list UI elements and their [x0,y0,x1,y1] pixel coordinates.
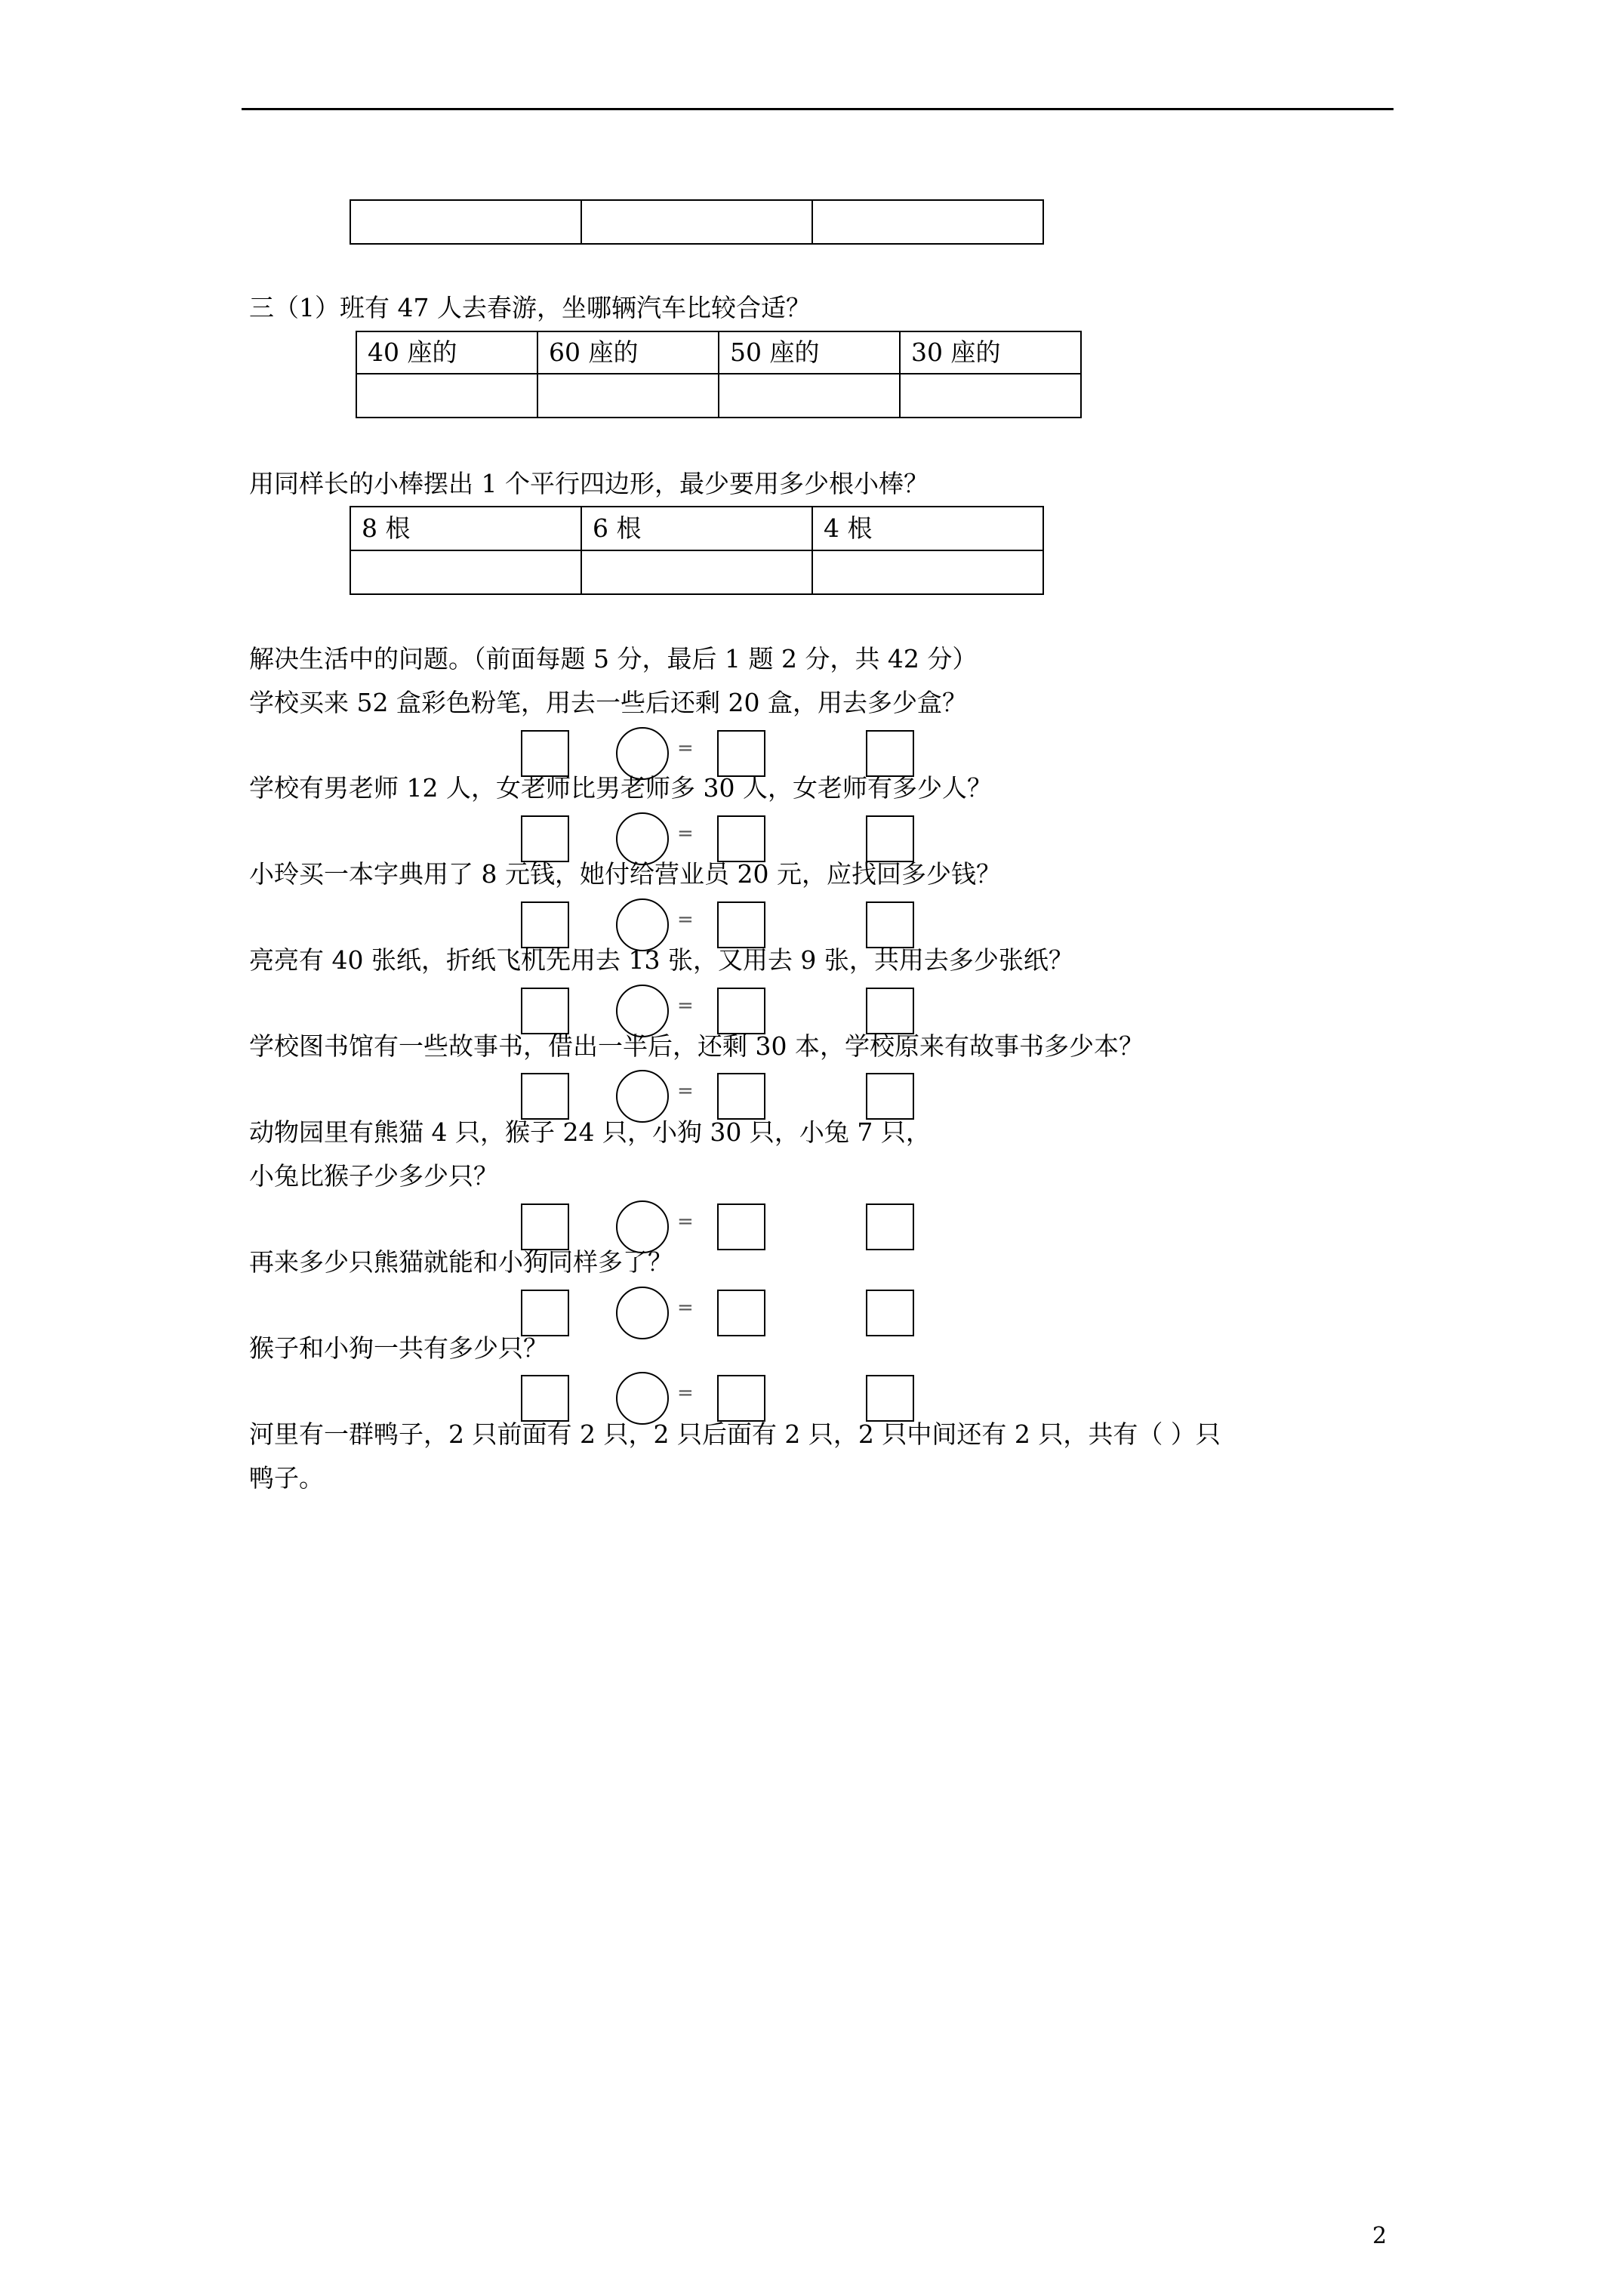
operand-box[interactable] [521,1203,569,1250]
answer-cell[interactable] [350,550,581,594]
operand-box[interactable] [717,1290,765,1336]
operator-circle[interactable] [616,898,669,951]
equals-sign: = [677,1210,694,1233]
question-bus: 三（1）班有 47 人去春游，坐哪辆汽车比较合适？ [249,293,811,322]
result-box[interactable] [866,1073,914,1120]
problem-zoo-intro: 动物园里有熊猫 4 只，猴子 24 只，小狗 30 只，小兔 7 只， [249,1117,931,1147]
operand-box[interactable] [521,988,569,1034]
operand-box[interactable] [521,1073,569,1120]
operand-box[interactable] [521,1290,569,1336]
answer-cell[interactable] [350,200,581,244]
sticks-option-8: 8 根 [350,507,581,550]
result-box[interactable] [866,1375,914,1422]
bus-option-30: 30 座的 [900,331,1081,374]
operator-circle[interactable] [616,727,669,780]
top-answer-table [350,199,1044,245]
sticks-options-table [350,506,1044,595]
operand-box[interactable] [521,1375,569,1422]
operator-circle[interactable] [616,1287,669,1339]
operator-circle[interactable] [616,985,669,1037]
problem-chalk: 学校买来 52 盒彩色粉笔，用去一些后还剩 20 盒，用去多少盒？ [249,688,967,717]
operand-box[interactable] [521,730,569,777]
operand-box[interactable] [521,901,569,948]
answer-cell[interactable] [900,374,1081,418]
result-box[interactable] [866,1290,914,1336]
operand-box[interactable] [521,815,569,862]
answer-cell[interactable] [581,550,812,594]
problem-zoo-rabbit: 小兔比猴子少多少只？ [249,1161,498,1191]
operand-box[interactable] [717,1375,765,1422]
answer-cell[interactable] [356,374,537,418]
bus-option-60: 60 座的 [537,331,719,374]
answer-cell[interactable] [812,200,1043,244]
answer-cell[interactable] [581,200,812,244]
answer-cell[interactable] [812,550,1043,594]
answer-cell[interactable] [537,374,719,418]
operator-circle[interactable] [616,1070,669,1123]
question-sticks: 用同样长的小棒摆出 1 个平行四边形，最少要用多少根小棒？ [249,469,929,498]
page-number: 2 [1372,2223,1387,2249]
problem-teachers: 学校有男老师 12 人，女老师比男老师多 30 人，女老师有多少人？ [249,773,992,803]
section-title: 解决生活中的问题。（前面每题 5 分，最后 1 题 2 分，共 42 分） [249,644,978,673]
result-box[interactable] [866,1203,914,1250]
bus-options-table [356,331,1082,418]
bus-option-40: 40 座的 [356,331,537,374]
problem-ducks-line2: 鸭子。 [249,1463,324,1493]
result-box[interactable] [866,815,914,862]
problem-zoo-panda: 再来多少只熊猫就能和小狗同样多了？ [249,1247,673,1277]
equals-sign: = [677,1382,694,1404]
operator-circle[interactable] [616,1372,669,1425]
equals-sign: = [677,1296,694,1319]
sticks-option-6: 6 根 [581,507,812,550]
result-box[interactable] [866,988,914,1034]
problem-ducks-line1: 河里有一群鸭子，2 只前面有 2 只，2 只后面有 2 只，2 只中间还有 2 只，共有（ ）只 [249,1419,1221,1449]
problem-dictionary: 小玲买一本字典用了 8 元钱，她付给营业员 20 元，应找回多少钱？ [249,859,1001,889]
equals-sign: = [677,1080,694,1102]
bus-option-50: 50 座的 [719,331,900,374]
answer-cell[interactable] [719,374,900,418]
operand-box[interactable] [717,1203,765,1250]
problem-zoo-total: 猴子和小狗一共有多少只？ [249,1333,548,1363]
equals-sign: = [677,822,694,845]
operand-box[interactable] [717,988,765,1034]
operator-circle[interactable] [616,812,669,865]
operand-box[interactable] [717,815,765,862]
equals-sign: = [677,994,694,1017]
operand-box[interactable] [717,730,765,777]
problem-paper: 亮亮有 40 张纸，折纸飞机先用去 13 张，又用去 9 张，共用去多少张纸？ [249,945,1073,975]
equals-sign: = [677,908,694,931]
header-rule [242,108,1394,110]
operand-box[interactable] [717,901,765,948]
equals-sign: = [677,737,694,760]
operand-box[interactable] [717,1073,765,1120]
result-box[interactable] [866,730,914,777]
sticks-option-4: 4 根 [812,507,1043,550]
operator-circle[interactable] [616,1200,669,1253]
result-box[interactable] [866,901,914,948]
problem-books: 学校图书馆有一些故事书，借出一半后，还剩 30 本，学校原来有故事书多少本？ [249,1031,1144,1061]
